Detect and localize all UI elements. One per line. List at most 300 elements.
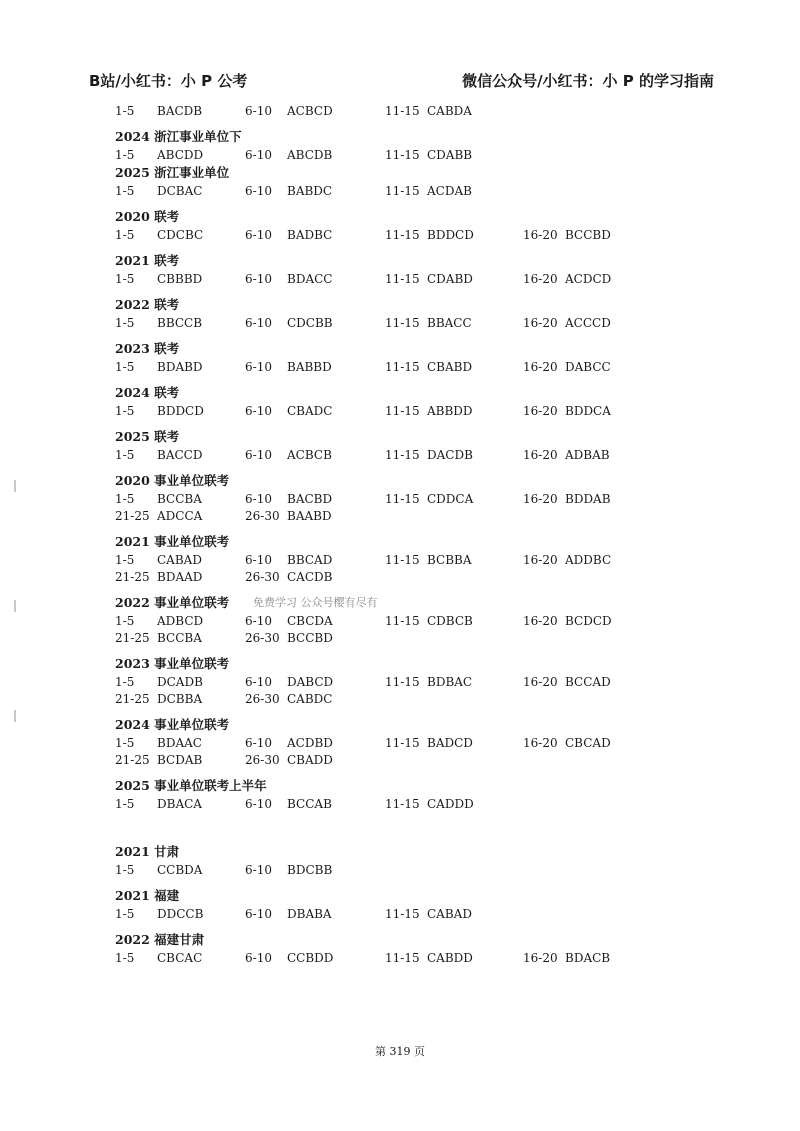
answer-group [115,570,245,584]
answer-section [115,842,735,878]
section-title [115,163,735,182]
question-range: 11-15 [385,315,420,330]
answer-group [385,448,523,462]
answer-group [245,448,385,462]
answer-group [245,148,385,162]
answer-letters: ADDBC [565,552,612,567]
answer-group [115,675,245,689]
answer-group [385,148,523,162]
answer-group [115,272,245,286]
section-title-text: 2021 福建 [115,888,180,903]
answer-group [385,492,523,506]
answer-row [115,102,735,119]
answer-letters: BAABD [287,508,332,523]
answer-group [245,492,385,506]
answer-group [245,404,385,418]
scan-edge-mark [14,710,16,722]
answer-group [115,509,245,523]
section-title [115,715,735,734]
question-range: 16-20 [523,552,558,567]
answer-group [115,951,245,965]
answer-row [115,612,735,629]
section-title [115,842,735,861]
question-range: 6-10 [245,735,272,750]
section-title [115,339,735,358]
question-range: 1-5 [115,796,135,811]
question-range: 6-10 [245,183,272,198]
question-range: 11-15 [385,735,420,750]
section-title-text: 2023 事业单位联考 [115,656,230,671]
answer-group [115,553,245,567]
answer-row [115,690,735,707]
answer-row [115,490,735,507]
section-title-text: 2024 事业单位联考 [115,717,230,732]
answer-group [115,228,245,242]
answer-letters: CDBCB [427,613,473,628]
section-title [115,532,735,551]
answer-group [245,863,385,877]
section-title [115,471,735,490]
answer-row [115,673,735,690]
section-title-text: 2025 浙江事业单位 [115,165,230,180]
question-range: 1-5 [115,674,135,689]
answer-letters: DBABA [287,906,332,921]
answer-group [523,272,653,286]
answer-letters: BABBD [287,359,332,374]
answer-group [245,553,385,567]
answer-letters: CBBBD [157,271,203,286]
answer-letters: CBCAC [157,950,203,965]
question-range: 26-30 [245,691,280,706]
question-range: 1-5 [115,315,135,330]
answer-letters: BCCAB [287,796,332,811]
answer-letters: BACCD [157,447,203,462]
answer-group [245,736,385,750]
answer-group [245,692,385,706]
question-range: 21-25 [115,630,150,645]
section-title-text: 2020 事业单位联考 [115,473,230,488]
answer-row [115,146,735,163]
answer-letters: BBCAD [287,552,333,567]
answer-letters: BCDCD [565,613,612,628]
section-title-text: 2022 联考 [115,297,180,312]
answer-letters: CCBDD [287,950,334,965]
answer-group [385,797,523,811]
question-range: 26-30 [245,630,280,645]
section-title-text: 2020 联考 [115,209,180,224]
answer-group [245,272,385,286]
question-range: 11-15 [385,613,420,628]
question-range: 1-5 [115,906,135,921]
answer-letters: DABCC [565,359,611,374]
answer-section [115,102,735,119]
answer-row [115,751,735,768]
question-range: 11-15 [385,103,420,118]
question-range: 1-5 [115,227,135,242]
answer-letters: DABCD [287,674,334,689]
section-title-text: 2025 联考 [115,429,180,444]
answer-group [385,184,523,198]
section-title-text: 2021 甘肃 [115,844,180,859]
answer-section [115,930,735,966]
answer-group [523,553,653,567]
answer-group [523,448,653,462]
question-range: 16-20 [523,491,558,506]
section-title-text: 2024 联考 [115,385,180,400]
answer-letters: ACDCD [565,271,612,286]
question-range: 6-10 [245,359,272,374]
question-range: 1-5 [115,271,135,286]
question-range: 6-10 [245,227,272,242]
question-range: 6-10 [245,552,272,567]
answer-group [385,553,523,567]
answer-letters: BDDCD [427,227,474,242]
question-range: 16-20 [523,271,558,286]
answer-letters: BDDCD [157,403,204,418]
section-title [115,654,735,673]
answer-group [115,492,245,506]
answer-letters: BACBD [287,491,333,506]
answer-group [245,614,385,628]
answer-letters: ACCCD [565,315,611,330]
answer-section [115,163,735,199]
section-title [115,251,735,270]
answer-letters: BDCBB [287,862,333,877]
answer-letters: ABCDD [157,147,204,162]
answer-letters: CBADD [287,752,333,767]
answer-group [115,148,245,162]
answer-group [115,907,245,921]
section-title-text: 2022 事业单位联考 [115,595,230,610]
answer-group [115,184,245,198]
question-range: 11-15 [385,359,420,374]
question-range: 11-15 [385,403,420,418]
answer-letters: DCBBA [157,691,203,706]
answer-letters: CDABB [427,147,473,162]
question-range: 6-10 [245,147,272,162]
answer-group [115,692,245,706]
answer-row [115,629,735,646]
section-title-text: 2025 事业单位联考上半年 [115,778,267,793]
answer-group [115,404,245,418]
answer-group [523,614,653,628]
question-range: 1-5 [115,862,135,877]
answer-letters: BABDC [287,183,333,198]
question-range: 11-15 [385,674,420,689]
question-range: 1-5 [115,735,135,750]
answer-group [385,951,523,965]
answer-group [245,184,385,198]
question-range: 6-10 [245,315,272,330]
question-range: 16-20 [523,613,558,628]
answer-group [115,753,245,767]
answer-group [245,509,385,523]
answer-letters: BCBBA [427,552,472,567]
answer-letters: BBACC [427,315,472,330]
answer-group [523,951,653,965]
section-title [115,776,735,795]
answer-letters: ACDBD [287,735,333,750]
answer-group [115,104,245,118]
question-range: 16-20 [523,359,558,374]
answer-letters: BCCBD [565,227,611,242]
answer-letters: BBCCB [157,315,203,330]
answer-letters: CABDA [427,103,472,118]
answer-letters: ADBCD [157,613,204,628]
question-range: 26-30 [245,569,280,584]
answer-letters: BDABD [157,359,203,374]
question-range: 26-30 [245,752,280,767]
answer-section [115,886,735,922]
question-range: 6-10 [245,491,272,506]
section-title [115,886,735,905]
section-title-text: 2024 浙江事业单位下 [115,129,242,144]
question-range: 16-20 [523,227,558,242]
answer-letters: ACBCB [287,447,332,462]
answer-letters: CDCBC [157,227,204,242]
answer-letters: ABBDD [427,403,473,418]
answer-group [245,228,385,242]
answer-group [523,360,653,374]
section-title-text: 2021 联考 [115,253,180,268]
header-left: B站/小红书：小 P 公考 [89,72,248,90]
answer-group [245,631,385,645]
question-range: 11-15 [385,491,420,506]
question-range: 1-5 [115,552,135,567]
answer-row [115,734,735,751]
answer-group [115,797,245,811]
question-range: 11-15 [385,447,420,462]
answer-row [115,568,735,585]
answer-group [523,404,653,418]
answer-letters: CDDCA [427,491,474,506]
answer-section [115,383,735,419]
answer-letters: DDCCB [157,906,204,921]
answer-group [245,675,385,689]
section-title [115,427,735,446]
answer-group [385,614,523,628]
question-range: 1-5 [115,359,135,374]
answer-letters: BDAAC [157,735,202,750]
answer-group [523,316,653,330]
question-range: 6-10 [245,403,272,418]
answer-group [115,863,245,877]
question-range: 6-10 [245,796,272,811]
question-range: 1-5 [115,183,135,198]
answer-letters: BDAAD [157,569,203,584]
question-range: 6-10 [245,950,272,965]
question-range: 11-15 [385,271,420,286]
scan-edge-mark [14,600,16,612]
answer-row [115,314,735,331]
answer-group [245,753,385,767]
page-number: 第 319 页 [375,1045,425,1058]
answer-group [523,492,653,506]
answer-letters: CADDD [427,796,474,811]
answer-row [115,905,735,922]
answer-letters: BADBC [287,227,333,242]
scan-edge-mark [14,480,16,492]
section-title [115,295,735,314]
section-title-text: 2022 福建甘肃 [115,932,205,947]
answer-row [115,182,735,199]
question-range: 6-10 [245,674,272,689]
answer-letters: CABDD [427,950,473,965]
question-range: 16-20 [523,447,558,462]
question-range: 6-10 [245,862,272,877]
question-range: 1-5 [115,613,135,628]
answer-section [115,471,735,524]
answer-letters: ADBAB [565,447,610,462]
answer-group [245,907,385,921]
answer-letters: CDABD [427,271,473,286]
answer-group [523,675,653,689]
answer-group [115,360,245,374]
answer-letters: ABCDB [287,147,333,162]
answer-section [115,339,735,375]
answer-letters: DCADB [157,674,203,689]
answer-key-list [115,102,735,974]
question-range: 16-20 [523,950,558,965]
answer-row [115,402,735,419]
answer-letters: DACDB [427,447,473,462]
question-range: 6-10 [245,103,272,118]
answer-section [115,127,735,163]
answer-row [115,861,735,878]
question-range: 11-15 [385,906,420,921]
section-title [115,207,735,226]
answer-letters: BDACC [287,271,333,286]
answer-group [115,448,245,462]
answer-letters: BCCBD [287,630,333,645]
answer-section [115,295,735,331]
answer-letters: ACDAB [427,183,472,198]
section-spacer [115,820,735,842]
answer-row [115,507,735,524]
answer-group [385,360,523,374]
answer-group [385,228,523,242]
question-range: 21-25 [115,691,150,706]
answer-row [115,551,735,568]
question-range: 11-15 [385,796,420,811]
answer-group [115,736,245,750]
question-range: 21-25 [115,752,150,767]
answer-group [115,316,245,330]
answer-letters: CBADC [287,403,333,418]
answer-section [115,715,735,768]
answer-group [385,736,523,750]
question-range: 6-10 [245,613,272,628]
answer-letters: CBABD [427,359,473,374]
answer-section [115,776,735,812]
answer-letters: BDDCA [565,403,611,418]
answer-letters: DBACA [157,796,202,811]
answer-group [245,951,385,965]
answer-letters: BCCBA [157,491,202,506]
answer-group [385,272,523,286]
question-range: 11-15 [385,552,420,567]
answer-group [385,104,523,118]
question-range: 6-10 [245,447,272,462]
answer-letters: CBCDA [287,613,333,628]
answer-section [115,532,735,585]
answer-group [385,675,523,689]
answer-letters: CACDB [287,569,333,584]
answer-row [115,226,735,243]
question-range: 16-20 [523,403,558,418]
header-right: 微信公众号/小红书：小 P 的学习指南 [462,72,714,90]
answer-letters: CDCBB [287,315,333,330]
question-range: 26-30 [245,508,280,523]
answer-letters: CABDC [287,691,333,706]
answer-letters: BCCBA [157,630,202,645]
question-range: 11-15 [385,147,420,162]
section-title-text: 2023 联考 [115,341,180,356]
question-range: 16-20 [523,315,558,330]
answer-letters: BADCD [427,735,473,750]
answer-section [115,207,735,243]
answer-row [115,358,735,375]
answer-group [245,797,385,811]
question-range: 11-15 [385,183,420,198]
question-range: 16-20 [523,674,558,689]
question-range: 11-15 [385,227,420,242]
section-title [115,930,735,949]
answer-group [245,360,385,374]
answer-section [115,593,735,646]
answer-row [115,795,735,812]
answer-letters: BACDB [157,103,203,118]
answer-letters: BCCAD [565,674,611,689]
answer-group [523,228,653,242]
question-range: 21-25 [115,508,150,523]
watermark-text: 免费学习 公众号樱有尽有 [253,596,378,609]
answer-letters: BDBAC [427,674,473,689]
answer-row [115,446,735,463]
question-range: 21-25 [115,569,150,584]
question-range: 1-5 [115,403,135,418]
question-range: 6-10 [245,271,272,286]
answer-letters: BDACB [565,950,611,965]
answer-group [115,614,245,628]
answer-letters: DCBAC [157,183,203,198]
answer-letters: CABAD [427,906,472,921]
answer-group [245,316,385,330]
answer-letters: BDDAB [565,491,611,506]
answer-group [385,316,523,330]
answer-row [115,270,735,287]
question-range: 6-10 [245,906,272,921]
answer-letters: CBCAD [565,735,611,750]
question-range: 1-5 [115,950,135,965]
section-title [115,593,735,612]
answer-group [385,907,523,921]
answer-letters: ACBCD [287,103,333,118]
section-title-text: 2021 事业单位联考 [115,534,230,549]
answer-group [115,631,245,645]
answer-row [115,949,735,966]
section-title [115,383,735,402]
question-range: 1-5 [115,447,135,462]
answer-section [115,251,735,287]
question-range: 1-5 [115,147,135,162]
section-title [115,127,735,146]
question-range: 16-20 [523,735,558,750]
answer-letters: CABAD [157,552,202,567]
question-range: 1-5 [115,491,135,506]
answer-group [245,104,385,118]
question-range: 11-15 [385,950,420,965]
